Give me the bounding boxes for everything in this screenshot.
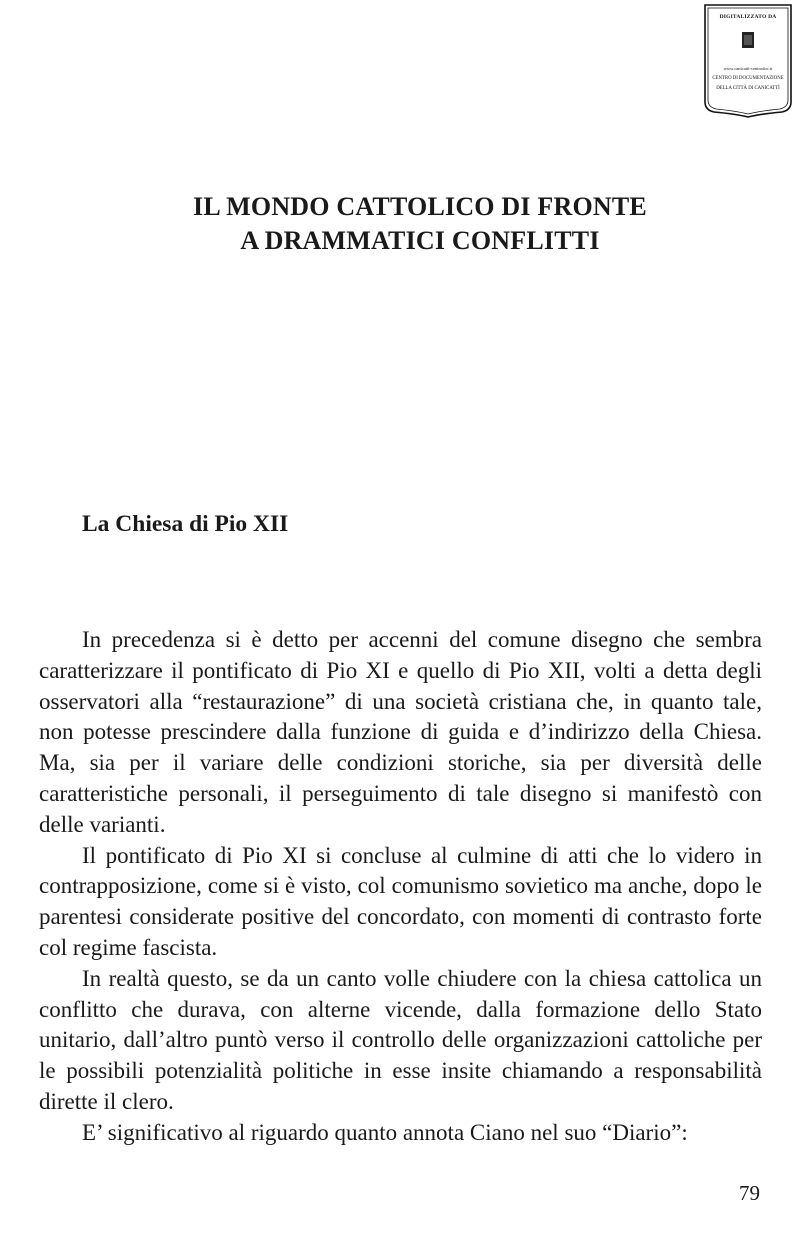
stamp-site-text: www.canicatti-centrodoc.it (723, 66, 773, 71)
chapter-title-line-2: A DRAMMATICI CONFLITTI (240, 226, 600, 255)
paragraph: E’ significativo al riguardo quanto annota Ciano nel suo “Diario”: (82, 1119, 688, 1145)
section-heading: La Chiesa di Pio XII (82, 511, 289, 537)
chapter-title (100, 190, 740, 258)
stamp-shield-icon (704, 4, 792, 118)
paragraph: Il pontificato di Pio XI si concluse al culmine di atti che lo videro in contrapposizione, come si è visto, col comunismo sovietico ma anche, dopo le parentesi considerate positive del concordato, con momenti di contrasto forte col regime fascista. (39, 842, 762, 960)
body-text (39, 625, 762, 1149)
stamp-line-1: CENTRO DI DOCUMENTAZIONE (712, 76, 784, 81)
chapter-title-line-1: IL MONDO CATTOLICO DI FRONTE (193, 192, 647, 221)
digitization-stamp (704, 4, 792, 118)
stamp-top-text: DIGITALIZZATO DA (719, 14, 777, 20)
paragraph: In realtà questo, se da un canto volle chiudere con la chiesa cattolica un conflitto che durava, con alterne vicende, dalla formazione dello Stato unitario, dall’altro puntò verso il controllo delle organizzazioni cattoliche per le possibili potenzialità politiche in esse insite chiamando a responsabilità dirette il clero. (39, 965, 762, 1114)
paragraph: In precedenza si è detto per accenni del comune disegno che sembra caratterizzare il pontificato di Pio XI e quello di Pio XII, volti a detta degli osservatori alla “restaurazione” di una società cristiana che, in quanto tale, non potesse prescindere dalla funzione di guida e d’indirizzo della Chiesa. Ma, sia per il variare delle condizioni storiche, sia per diversità delle caratteristiche personali, il perseguimento di tale disegno si manifestò con delle varianti. (39, 627, 762, 837)
page-number: 79 (739, 1181, 760, 1205)
stamp-line-2: DELLA CITTÀ DI CANICATTÌ (716, 86, 780, 91)
